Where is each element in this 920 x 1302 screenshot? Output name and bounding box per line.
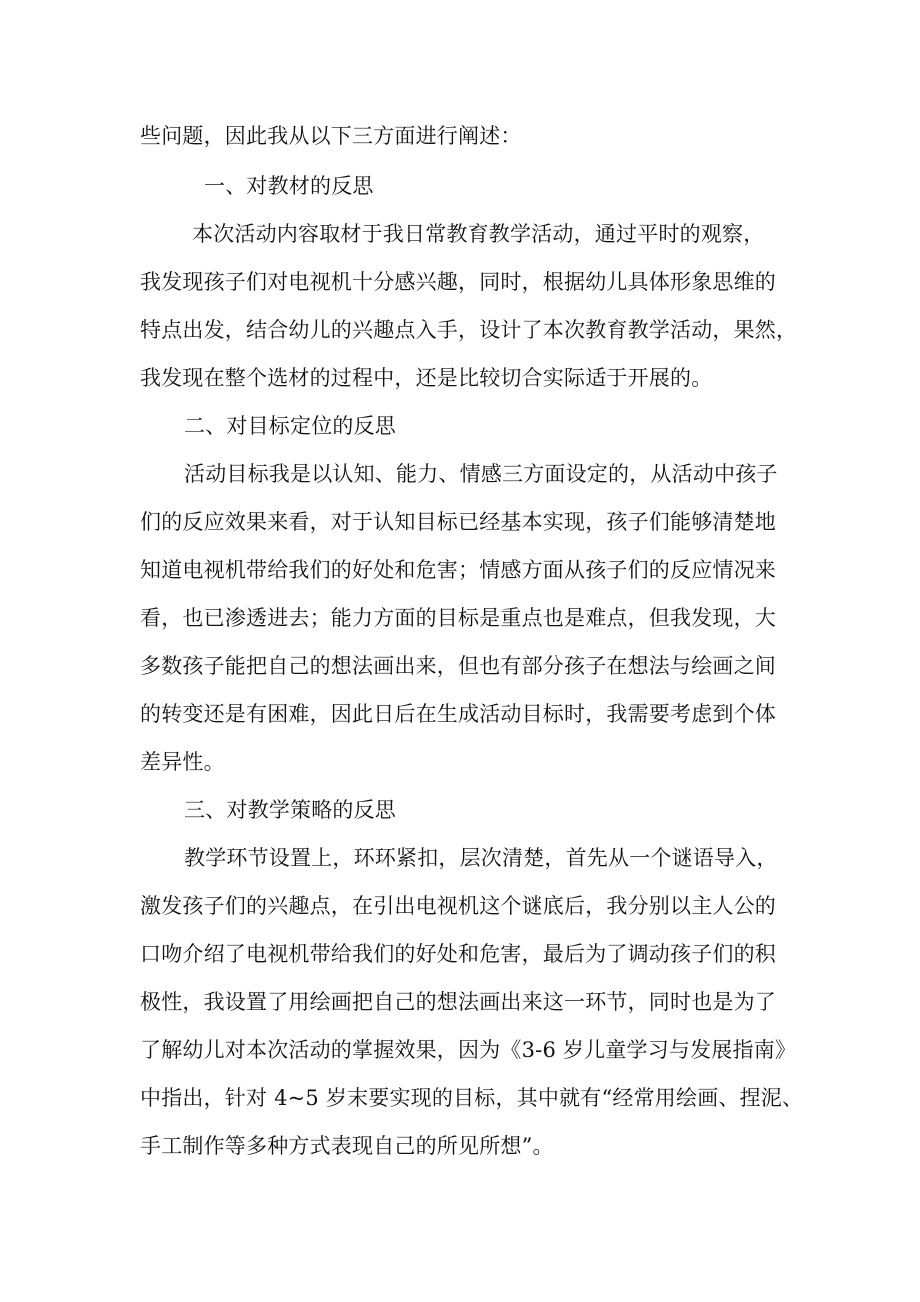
paragraph-2-line-2: 们的反应效果来看，对于认知目标已经基本实现，孩子们能够清楚地 (140, 510, 776, 534)
paragraph-intro-line: 些问题，因此我从以下三方面进行阐述： (140, 124, 522, 148)
paragraph-3-line-1: 教学环节设置上，环环紧扣，层次清楚，首先从一个谜语导入， (184, 846, 778, 870)
paragraph-2-line-6: 的转变还是有困难，因此日后在生成活动目标时，我需要考虑到个体 (140, 702, 776, 726)
paragraph-3-line-4: 极性，我设置了用绘画把自己的想法画出来这一环节，同时也是为了 (140, 990, 776, 1014)
paragraph-1-line-4: 我发现在整个选材的过程中，还是比较切合实际适于开展的。 (140, 366, 713, 390)
paragraph-2-line-5: 多数孩子能把自己的想法画出来，但也有部分孩子在想法与绘画之间 (140, 654, 776, 678)
section-heading-1: 一、对教材的反思 (204, 174, 374, 198)
paragraph-3-line-2: 激发孩子们的兴趣点，在引出电视机这个谜底后，我分别以主人公的 (140, 894, 776, 918)
paragraph-3-line-5: 了解幼儿对本次活动的掌握效果，因为《3-6 岁儿童学习与发展指南》 (140, 1038, 797, 1062)
paragraph-2-line-4: 看，也已渗透进去；能力方面的目标是重点也是难点，但我发现，大 (140, 606, 776, 630)
section-heading-3: 三、对教学策略的反思 (184, 798, 396, 822)
paragraph-2-line-3: 知道电视机带给我们的好处和危害；情感方面从孩子们的反应情况来 (140, 558, 776, 582)
paragraph-1-line-2: 我发现孩子们对电视机十分感兴趣，同时，根据幼儿具体形象思维的 (140, 270, 776, 294)
paragraph-3-line-7: 手工制作等多种方式表现自己的所见所想”。 (140, 1134, 554, 1158)
section-heading-2: 二、对目标定位的反思 (184, 414, 396, 438)
paragraph-3-line-3: 口吻介绍了电视机带给我们的好处和危害，最后为了调动孩子们的积 (140, 942, 776, 966)
paragraph-2-line-1: 活动目标我是以认知、能力、情感三方面设定的，从活动中孩子 (184, 462, 778, 486)
paragraph-2-line-7: 差异性。 (140, 750, 225, 774)
paragraph-1-line-1: 本次活动内容取材于我日常教育教学活动，通过平时的观察， (192, 222, 765, 246)
paragraph-3-line-6: 中指出，针对 4~5 岁末要实现的目标，其中就有“经常用绘画、捏泥、 (140, 1086, 804, 1110)
paragraph-1-line-3: 特点出发，结合幼儿的兴趣点入手，设计了本次教育教学活动，果然， (140, 318, 798, 342)
